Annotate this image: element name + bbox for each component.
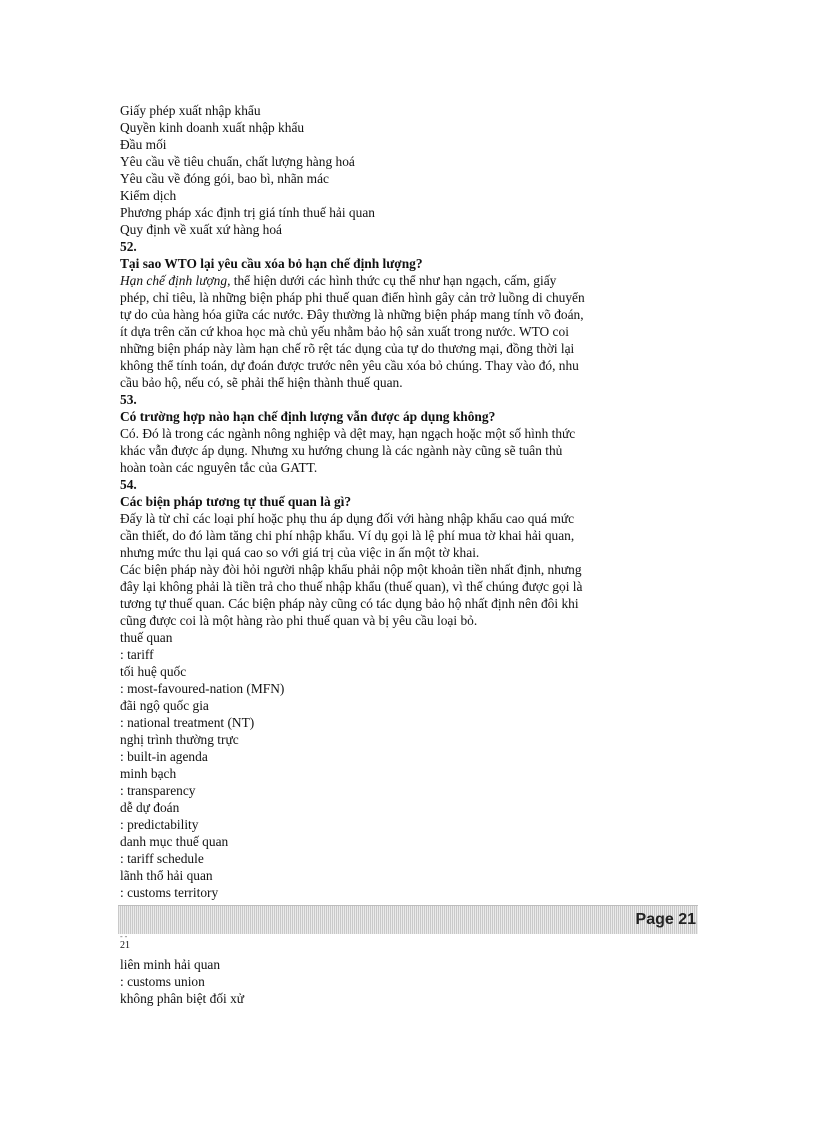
glossary-translation: : tariff schedule	[120, 851, 204, 866]
section-52	[120, 238, 710, 391]
answer-line: Các biện pháp này đòi hỏi người nhập khẩu phải nộp một khoản tiền nhất định, nhưng	[120, 562, 582, 577]
glossary-term: lãnh thổ hải quan	[120, 868, 213, 883]
answer-line: Đấy là từ chỉ các loại phí hoặc phụ thu áp dụng đối với hàng nhập khẩu cao quá mức	[120, 511, 575, 526]
question-number: 53.	[120, 392, 137, 407]
list-item: Yêu cầu về đóng gói, bao bì, nhãn mác	[120, 171, 329, 186]
page-footer-band	[118, 905, 698, 934]
page-label: Page 21	[635, 911, 696, 928]
glossary-term: thuế quan	[120, 630, 173, 645]
glossary	[120, 629, 710, 901]
glossary-translation: : customs territory	[120, 885, 219, 900]
glossary-term: đãi ngộ quốc gia	[120, 698, 209, 713]
glossary-term: tối huệ quốc	[120, 664, 187, 679]
glossary-translation: : national treatment (NT)	[120, 715, 255, 730]
list-item: Yêu cầu về tiêu chuẩn, chất lượng hàng hoá	[120, 154, 355, 169]
answer-line: tự do của hàng hóa giữa các nước. Đây thường là những biện pháp mang tính võ đoán,	[120, 307, 584, 322]
glossary-term: không phân biệt đối xử	[120, 991, 245, 1006]
answer-line: khác vẫn được áp dụng. Nhưng xu hướng chung là các ngành này cũng sẽ tuân thủ	[120, 443, 563, 458]
glossary-term: nghị trình thường trực	[120, 732, 239, 747]
glossary-translation: : customs union	[120, 974, 205, 989]
list-item: Quy định về xuất xứ hàng hoá	[120, 222, 282, 237]
question-number: 52.	[120, 239, 137, 254]
answer-line: Có. Đó là trong các ngành nông nghiệp và dệt may, hạn ngạch hoặc một số hình thức	[120, 426, 576, 441]
question-heading: Các biện pháp tương tự thuế quan là gì?	[120, 494, 352, 509]
list-item: Kiểm dịch	[120, 188, 177, 203]
list-item: Giấy phép xuất nhập khẩu	[120, 103, 261, 118]
next-page-body	[120, 956, 710, 1007]
glossary-translation: : built-in agenda	[120, 749, 208, 764]
glossary-term: dễ dự đoán	[120, 800, 180, 815]
regulation-list	[120, 102, 710, 238]
answer-line: tương tự thuế quan. Các biện pháp này cũng có tác dụng bảo hộ nhất định nên đôi khi	[120, 596, 579, 611]
section-53	[120, 391, 710, 476]
glossary-translation: : most-favoured-nation (MFN)	[120, 681, 285, 696]
answer-line: cũng được coi là một hàng rào phi thuế quan và bị yêu cầu loại bỏ.	[120, 613, 478, 628]
answer-first-line	[120, 272, 710, 289]
answer-line: phép, chỉ tiêu, là những biện pháp phi thuế quan điển hình gây cản trở luồng di chuyển	[120, 290, 585, 305]
question-heading: Có trường hợp nào hạn chế định lượng vẫn được áp dụng không?	[120, 409, 496, 424]
question-heading: Tại sao WTO lại yêu cầu xóa bỏ hạn chế định lượng?	[120, 256, 423, 271]
answer-line: cầu bảo hộ, nếu có, sẽ phải thể hiện thành thuế quan.	[120, 375, 403, 390]
answer-line: không thể tính toán, dự đoán được trước nên yêu cầu xóa bỏ chúng. Thay vào đó, nhu	[120, 358, 579, 373]
answer-line: cần thiết, do đó làm tăng chi phí nhập khẩu. Ví dụ gọi là lệ phí mua tờ khai hải quan,	[120, 528, 575, 543]
answer-text: , thể hiện dưới các hình thức cụ thể như hạn ngạch, cấm, giấy	[227, 273, 557, 288]
glossary-translation: : tariff	[120, 647, 154, 662]
list-item: Đầu mối	[120, 137, 167, 152]
glossary-term: minh bạch	[120, 766, 177, 781]
glossary-term: liên minh hải quan	[120, 957, 221, 972]
answer-line: hoàn toàn các nguyên tắc của GATT.	[120, 460, 318, 475]
answer-line: ít dựa trên căn cứ khoa học mà chủ yếu nhằm bảo hộ sản xuất trong nước. WTO coi	[120, 324, 569, 339]
glossary-term: danh mục thuế quan	[120, 834, 229, 849]
page-body	[120, 102, 710, 901]
glossary-translation: : transparency	[120, 783, 196, 798]
page-number: 21	[120, 940, 130, 951]
answer-line: nhưng mức thu lại quá cao so với giá trị của việc in ấn một tờ khai.	[120, 545, 480, 560]
answer-line: đây lại không phải là tiền trả cho thuế nhập khẩu (thuế quan), vì thế chúng được gọi là	[120, 579, 583, 594]
answer-line: những biện pháp này làm hạn chế rõ rệt tác dụng của tự do thương mại, đồng thời lại	[120, 341, 575, 356]
footer-dots: - -	[120, 932, 128, 941]
italic-term: Hạn chế định lượng	[120, 273, 228, 288]
section-54	[120, 476, 710, 629]
list-item: Phương pháp xác định trị giá tính thuế hải quan	[120, 205, 375, 220]
glossary-translation: : predictability	[120, 817, 199, 832]
question-number: 54.	[120, 477, 137, 492]
list-item: Quyền kinh doanh xuất nhập khẩu	[120, 120, 305, 135]
